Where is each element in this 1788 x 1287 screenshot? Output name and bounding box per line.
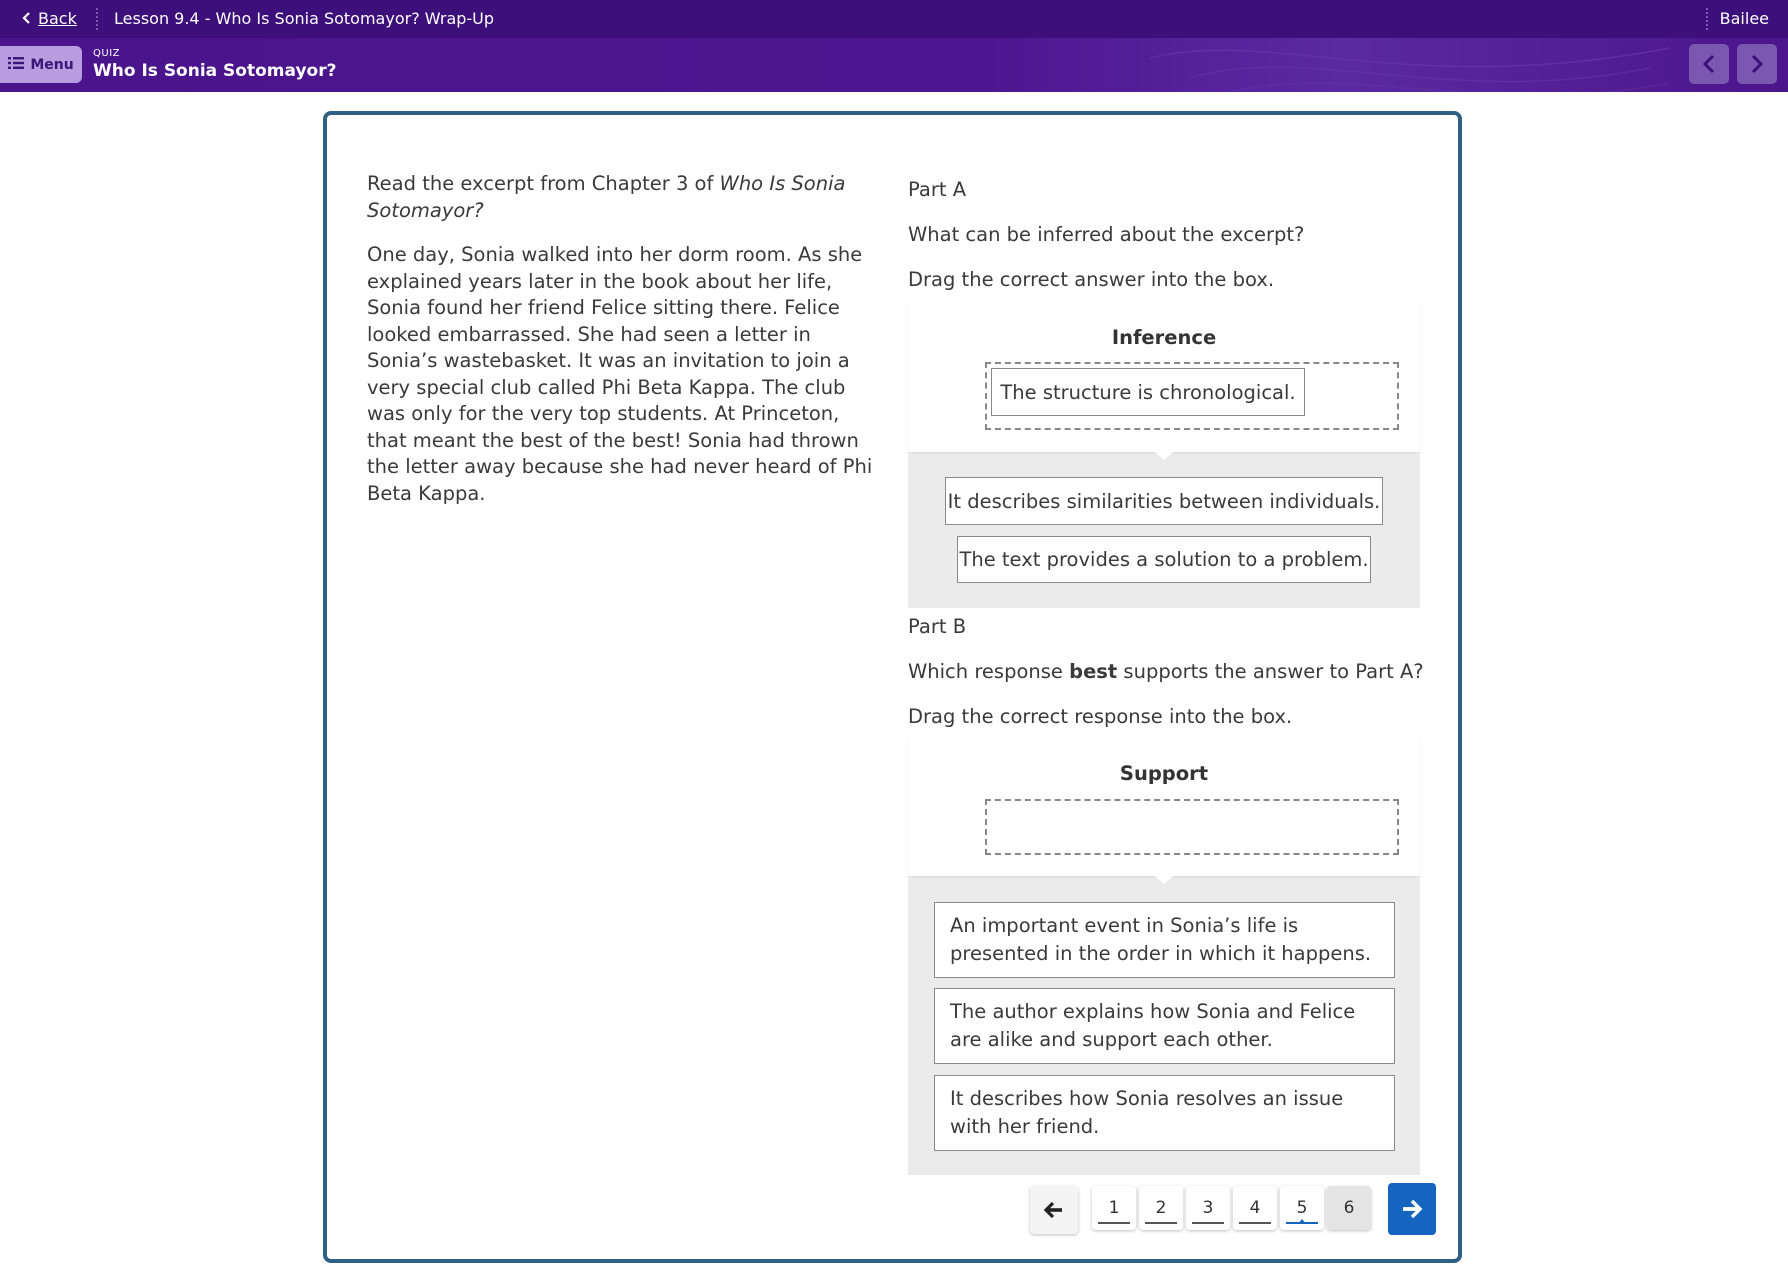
quiz-kicker: QUIZ [93,48,120,59]
page-number: 1 [1108,1198,1120,1218]
divider [96,8,98,30]
user-name[interactable]: Bailee [1719,9,1769,28]
part-b-panel [908,737,1420,1175]
menu-button[interactable] [0,46,82,83]
part-b-question [908,660,1424,683]
support-target [908,737,1420,876]
excerpt-column [367,171,877,525]
answer-option-tile[interactable]: The text provides a solution to a problem. [957,536,1371,583]
excerpt-passage: One day, Sonia walked into her dorm room. As she explained years later in the book about her life, Sonia found her friend Felice sitting there. Felice looked embarrassed. She had seen a letter in Sonia’s wastebasket. It was an invitation to join a very special club called Phi Beta Kappa. The club was only for the very top students. At Princeton, that meant the best of the best! Sonia had thrown the letter away because she had never heard of Phi Beta Kappa. [367,243,873,505]
hamburger-icon [8,57,24,73]
chevron-left-icon [22,9,32,28]
response-option-tile[interactable]: The author explains how Sonia and Felice are alike and support each other. [934,988,1395,1064]
part-b-instruction: Drag the correct response into the box. [908,705,1293,728]
page-button-3[interactable] [1186,1186,1230,1230]
header-next-button[interactable] [1737,44,1777,84]
support-title: Support [1119,762,1209,785]
part-a-question: What can be inferred about the excerpt? [908,223,1305,246]
header-prev-button[interactable] [1689,44,1729,84]
page-button-4[interactable] [1233,1186,1277,1230]
inference-title: Inference [1111,326,1217,349]
inference-target [908,300,1420,452]
divider [1706,8,1708,30]
page-underline [1239,1222,1271,1224]
page-button-5[interactable] [1280,1186,1324,1230]
back-link[interactable] [22,9,77,28]
next-question-button[interactable] [1388,1183,1436,1235]
page-underline [1098,1222,1130,1224]
quiz-header [0,38,1788,92]
page-underline [1145,1222,1177,1224]
menu-label: Menu [30,56,74,73]
previous-question-button[interactable] [1030,1186,1078,1234]
chevron-left-icon [1702,54,1716,74]
arrow-right-icon [1401,1199,1423,1219]
page-number: 5 [1296,1198,1308,1218]
support-drop-zone[interactable] [985,799,1399,855]
page-button-6[interactable] [1327,1186,1371,1230]
page-button-1[interactable] [1092,1186,1136,1230]
decorative-swirl [1150,38,1670,92]
response-option-tile[interactable]: It describes how Sonia resolves an issue with her friend. [934,1075,1395,1151]
page-number: 3 [1202,1198,1214,1218]
part-a-instruction: Drag the correct answer into the box. [908,268,1275,291]
chevron-right-icon [1750,54,1764,74]
part-b-question-text: supports the answer to Part A? [1117,660,1424,683]
quiz-title: Who Is Sonia Sotomayor? [93,61,337,81]
page-number: 4 [1249,1198,1261,1218]
back-label: Back [38,9,77,28]
page-number: 6 [1343,1198,1355,1218]
part-b-question-emphasis: best [1069,660,1118,683]
arrow-left-icon [1044,1201,1064,1219]
panel-notch [1155,452,1173,460]
lesson-title: Lesson 9.4 - Who Is Sonia Sotomayor? Wrap-Up [114,9,495,28]
part-a-panel [908,300,1420,608]
page-underline [1192,1222,1224,1224]
part-a-label: Part A [908,178,967,201]
answer-option-tile[interactable]: It describes similarities between individuals. [945,477,1383,525]
current-page-marker [1298,1219,1306,1224]
excerpt-intro-text: Read the excerpt from Chapter 3 of [367,172,720,195]
page-button-2[interactable] [1139,1186,1183,1230]
excerpt-intro [367,171,877,224]
part-b-question-text: Which response [908,660,1070,683]
part-b-label: Part B [908,615,967,638]
page-number: 2 [1155,1198,1167,1218]
placed-answer-tile[interactable]: The structure is chronological. [991,368,1305,416]
panel-notch [1155,876,1173,884]
top-bar [0,0,1788,38]
book-title: Who Is Sonia Sotomayor? [367,172,846,222]
response-option-tile[interactable]: An important event in Sonia’s life is presented in the order in which it happens. [934,902,1395,978]
